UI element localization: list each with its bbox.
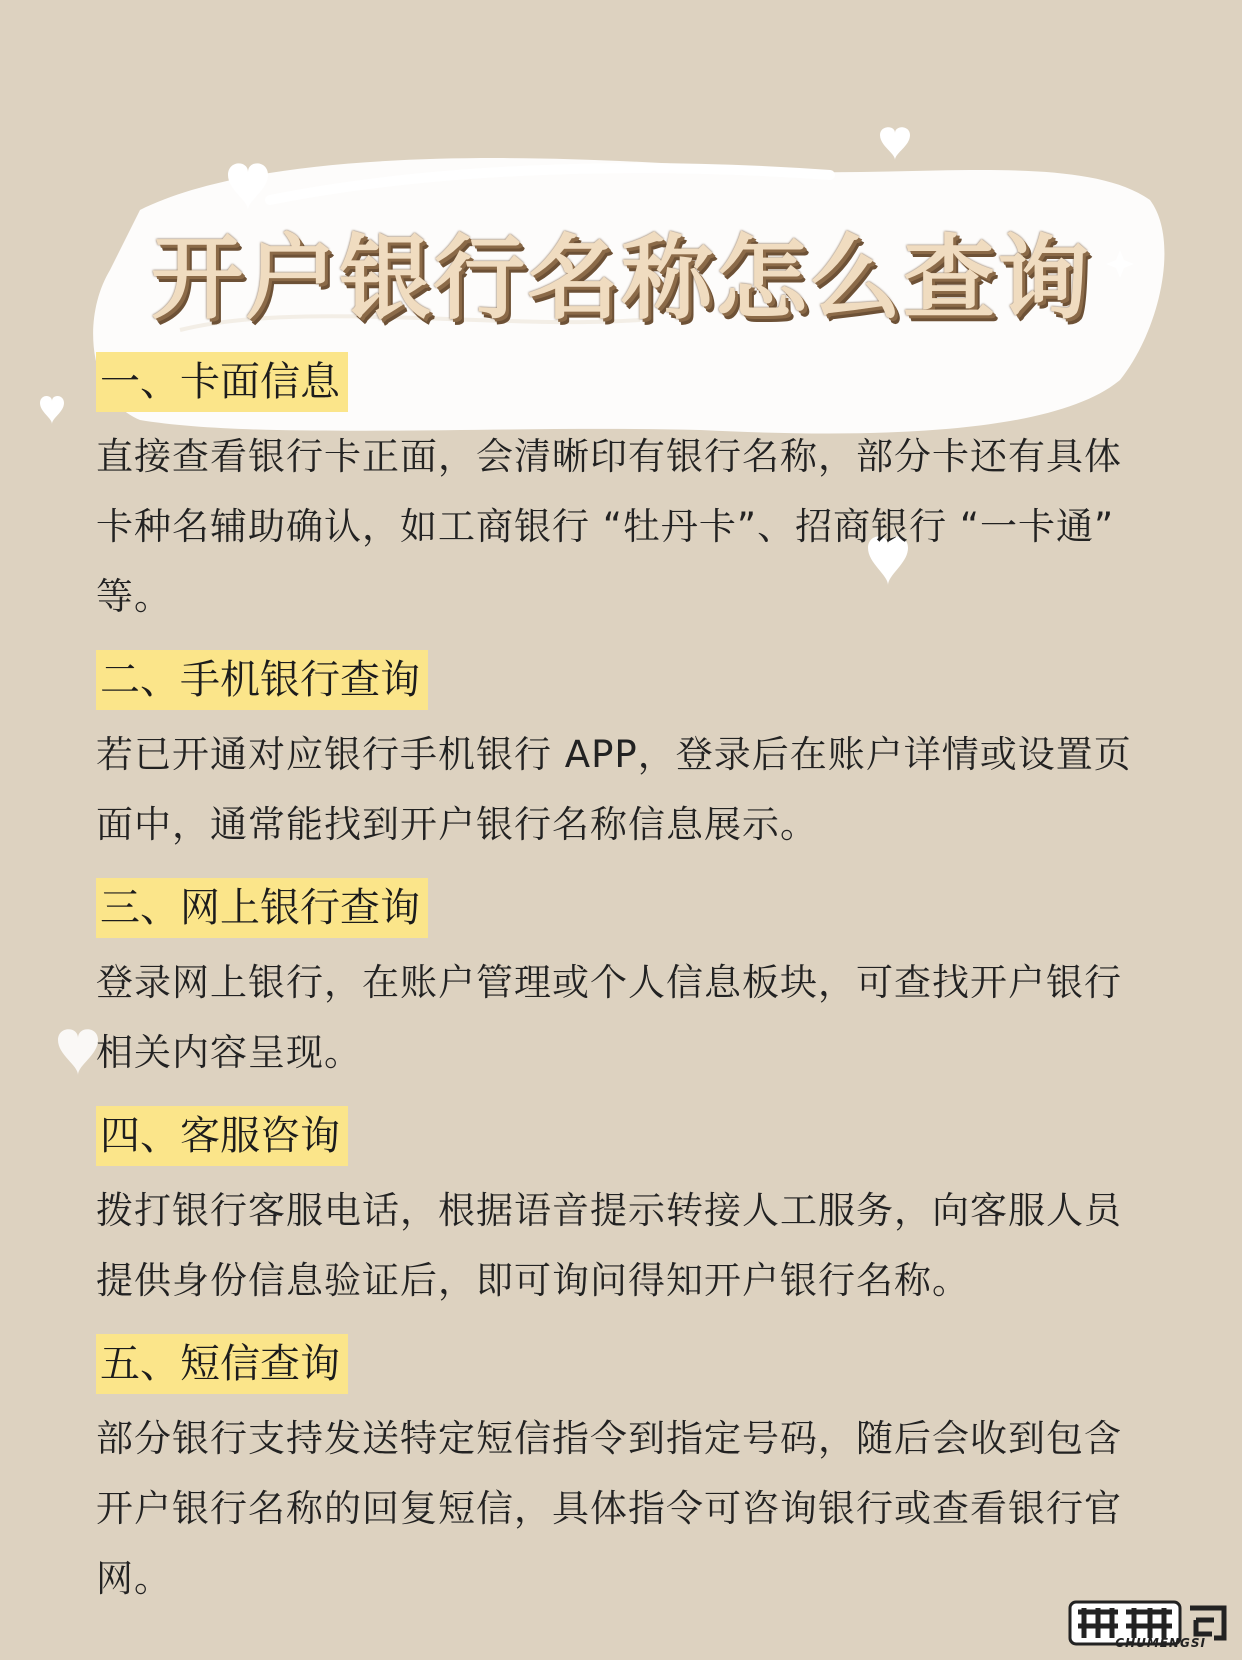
section-body: 部分银行支持发送特定短信指令到指定号码，随后会收到包含开户银行名称的回复短信，具体指令可咨询银行或查看银行官网。 [96,1417,1122,1600]
content-list [96,352,1156,1632]
section-heading: 一、卡面信息 [96,352,348,412]
heart-icon [40,396,64,424]
section-heading: 四、客服咨询 [96,1106,348,1166]
section-sms [96,1334,1156,1614]
section-card-face [96,352,1156,632]
section-body: 直接查看银行卡正面，会清晰印有银行名称，部分卡还有具体卡种名辅助确认，如工商银行 “牡丹卡”、招商银行 “一卡通” 等。 [96,435,1122,618]
section-body: 拨打银行客服电话，根据语音提示转接人工服务，向客服人员提供身份信息验证后，即可询问得知开户银行名称。 [96,1189,1122,1302]
section-heading: 三、网上银行查询 [96,878,428,938]
section-heading: 五、短信查询 [96,1334,348,1394]
section-online-banking [96,878,1156,1088]
section-body: 若已开通对应银行手机银行 APP，登录后在账户详情或设置页面中，通常能找到开户银行名称信息展示。 [96,733,1132,846]
section-mobile-banking [96,650,1156,860]
page-title: 开户银行名称怎么查询 [150,224,1091,332]
section-heading: 二、手机银行查询 [96,650,428,710]
section-customer-service [96,1106,1156,1316]
heart-icon [880,127,910,160]
heart-icon [58,1029,98,1075]
watermark-text: CHUMENGSI [1115,1636,1206,1650]
section-body: 登录网上银行，在账户管理或个人信息板块，可查找开户银行相关内容呈现。 [96,961,1122,1074]
